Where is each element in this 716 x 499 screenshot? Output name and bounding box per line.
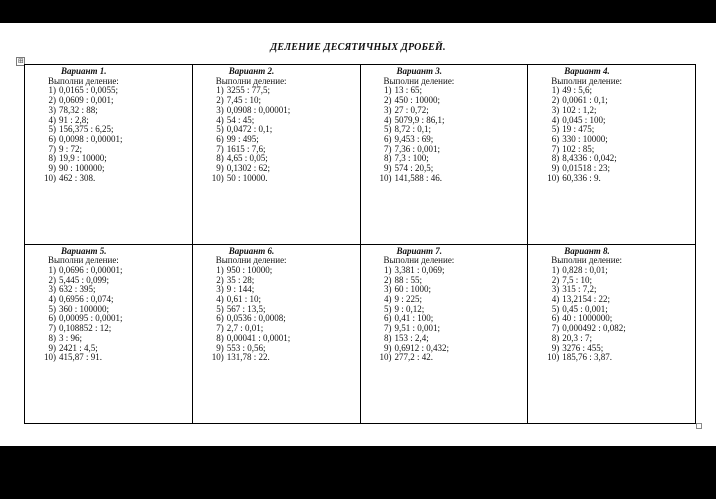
exercise-expression: 567 : 13,5; — [226, 303, 266, 314]
exercise-number: 6) — [384, 133, 392, 144]
exercise-number: 2) — [551, 95, 560, 106]
exercise-number: 6) — [216, 133, 224, 144]
variant-cell-5 — [25, 244, 193, 424]
exercise-number: 2) — [216, 274, 224, 285]
exercise-expression: 950 : 10000; — [226, 264, 273, 275]
exercise-expression: 54 : 45; — [226, 114, 255, 125]
exercise-expression: 0,01518 : 23; — [562, 163, 611, 174]
exercise-expression: 360 : 100000; — [59, 303, 110, 314]
variant-cell-7 — [360, 244, 528, 424]
variant-content — [193, 245, 360, 363]
exercise-expression: 7,5 : 10; — [562, 274, 593, 285]
variant-cell-3 — [360, 65, 528, 245]
exercise-expression: 60,336 : 9. — [562, 172, 601, 183]
variant-title: Вариант 4. — [564, 66, 610, 76]
variants-table — [24, 64, 696, 424]
exercise-expression: 0,828 : 0,01; — [562, 264, 608, 275]
exercise-expression: 0,00041 : 0,0001; — [226, 332, 291, 343]
exercise-number: 7) — [48, 143, 56, 154]
exercise-number: 10) — [44, 352, 56, 363]
exercise-number: 2) — [48, 95, 56, 106]
exercise-expression: 153 : 2,4; — [394, 332, 429, 343]
variant-cell-6 — [192, 244, 360, 424]
exercise-expression: 0,0472 : 0,1; — [226, 124, 273, 135]
exercise-expression: 5,445 : 0,099; — [59, 274, 110, 285]
exercise-number: 2) — [216, 95, 224, 106]
exercise-expression: 13,2154 : 22; — [562, 294, 611, 305]
exercise-number: 9) — [384, 163, 392, 174]
exercise-number: 5) — [551, 303, 560, 314]
variant-title: Вариант 2. — [228, 66, 275, 76]
exercise-number: 10) — [211, 352, 224, 363]
exercise-expression: 632 : 395; — [59, 284, 96, 295]
exercise-expression: 4,65 : 0,05; — [226, 153, 268, 164]
exercise-number: 5) — [384, 303, 392, 314]
exercise-expression: 2,7 : 0,01; — [226, 323, 264, 334]
exercise-expression: 3 : 96; — [59, 332, 83, 343]
exercise-number: 9) — [216, 342, 224, 353]
exercise-item — [544, 353, 695, 363]
exercise-expression: 7,36 : 0,001; — [394, 143, 441, 154]
exercise-expression: 102 : 85; — [562, 143, 595, 154]
exercise-expression: 0,0908 : 0,00001; — [226, 104, 291, 115]
table-move-handle-icon[interactable]: ⊞ — [17, 57, 24, 65]
exercise-item — [209, 353, 360, 363]
variant-cell-8 — [528, 244, 696, 424]
exercise-number: 7) — [48, 323, 56, 334]
exercise-expression: 0,0609 : 0,001; — [59, 95, 114, 106]
exercise-list — [209, 86, 360, 183]
exercise-expression: 330 : 10000; — [562, 133, 608, 144]
exercise-number: 8) — [216, 153, 224, 164]
variant-cell-4 — [528, 65, 696, 245]
exercise-number: 6) — [48, 313, 56, 324]
exercise-expression: 0,0061 : 0,1; — [562, 95, 608, 106]
exercise-number: 5) — [48, 124, 56, 135]
variant-content — [528, 65, 695, 183]
exercise-number: 6) — [551, 313, 560, 324]
exercise-list — [544, 86, 695, 183]
variant-content — [361, 65, 528, 183]
variant-instruction: Выполни деление: — [48, 75, 119, 86]
variant-content — [25, 245, 192, 363]
exercise-expression: 91 : 2,8; — [59, 114, 89, 125]
exercise-list — [377, 266, 528, 363]
top-black-bar — [0, 0, 716, 23]
exercise-number: 7) — [384, 323, 392, 334]
exercise-expression: 35 : 28; — [226, 274, 255, 285]
exercise-list — [41, 266, 192, 363]
document-title: ДЕЛЕНИЕ ДЕСЯТИЧНЫХ ДРОБЕЙ. — [270, 42, 446, 53]
exercise-number: 6) — [551, 133, 560, 144]
exercise-expression: 99 : 495; — [226, 133, 259, 144]
exercise-expression: 9,453 : 69; — [394, 133, 434, 144]
variant-title: Вариант 3. — [396, 66, 443, 76]
exercise-number: 6) — [216, 313, 224, 324]
variant-instruction: Выполни деление: — [383, 75, 455, 86]
table-row — [25, 65, 696, 245]
exercise-expression: 0,1302 : 62; — [226, 163, 271, 174]
exercise-expression: 102 : 1,2; — [562, 104, 597, 115]
exercise-number: 4) — [551, 114, 560, 125]
exercise-list — [41, 86, 192, 183]
exercise-number: 1) — [48, 264, 56, 275]
exercise-number: 10) — [44, 172, 56, 183]
exercise-expression: 3255 : 77,5; — [226, 85, 271, 96]
exercise-number: 9) — [384, 342, 392, 353]
variant-title: Вариант 6. — [228, 245, 275, 256]
exercise-list — [544, 266, 695, 363]
variant-instruction: Выполни деление: — [551, 75, 623, 86]
exercise-expression: 0,61 : 10; — [226, 294, 262, 305]
exercise-number: 8) — [48, 332, 56, 343]
exercise-item — [544, 174, 695, 184]
variant-content — [528, 245, 695, 363]
variant-content — [25, 65, 192, 183]
exercise-expression: 9 : 225; — [394, 294, 423, 305]
exercise-expression: 5079,9 : 86,1; — [394, 114, 445, 125]
exercise-expression: 13 : 65; — [394, 85, 423, 96]
exercise-number: 8) — [384, 332, 392, 343]
exercise-number: 1) — [551, 264, 560, 275]
exercise-expression: 131,78 : 22. — [226, 352, 270, 363]
exercise-expression: 415,87 : 91. — [59, 352, 103, 363]
exercise-number: 4) — [48, 294, 56, 305]
exercise-number: 5) — [216, 303, 224, 314]
exercise-number: 8) — [551, 153, 560, 164]
exercise-number: 10) — [379, 352, 392, 363]
exercise-expression: 50 : 10000. — [226, 172, 268, 183]
variant-instruction: Выполни деление: — [48, 255, 119, 266]
variant-title: Вариант 1. — [61, 66, 107, 76]
exercise-number: 7) — [216, 143, 224, 154]
exercise-expression: 19,9 : 10000; — [59, 153, 107, 164]
exercise-expression: 88 : 55; — [394, 274, 423, 285]
exercise-number: 2) — [551, 274, 560, 285]
exercise-number: 5) — [551, 124, 560, 135]
exercise-expression: 9 : 72; — [59, 143, 83, 154]
variant-cell-1 — [25, 65, 193, 245]
exercise-item — [377, 353, 528, 363]
exercise-expression: 0,41 : 100; — [394, 313, 434, 324]
variant-cell-2 — [192, 65, 360, 245]
exercise-number: 1) — [384, 264, 392, 275]
exercise-number: 10) — [547, 352, 560, 363]
exercise-number: 10) — [211, 172, 224, 183]
exercise-number: 3) — [48, 284, 56, 295]
exercise-expression: 8,4336 : 0,042; — [562, 153, 617, 164]
variant-title: Вариант 7. — [396, 245, 443, 256]
variant-content — [361, 245, 528, 363]
variant-title: Вариант 5. — [61, 245, 107, 256]
exercise-expression: 0,6912 : 0,432; — [394, 342, 450, 353]
exercise-number: 8) — [551, 332, 560, 343]
exercise-expression: 315 : 7,2; — [562, 284, 597, 295]
exercise-expression: 0,0696 : 0,00001; — [59, 264, 123, 275]
exercise-expression: 462 : 308. — [59, 172, 96, 183]
exercise-number: 2) — [384, 95, 392, 106]
variant-content — [193, 65, 360, 183]
exercise-list — [377, 86, 528, 183]
exercise-expression: 2421 : 4,5; — [59, 342, 98, 353]
exercise-expression: 8,72 : 0,1; — [394, 124, 432, 135]
exercise-item — [41, 174, 192, 184]
exercise-number: 2) — [384, 274, 392, 285]
exercise-expression: 141,588 : 46. — [394, 172, 443, 183]
exercise-number: 2) — [48, 274, 56, 285]
exercise-number: 3) — [48, 104, 56, 115]
exercise-expression: 20,3 : 7; — [562, 332, 593, 343]
exercise-item — [209, 174, 360, 184]
variant-instruction: Выполни деление: — [215, 255, 287, 266]
exercise-expression: 0,0098 : 0,00001; — [59, 133, 123, 144]
exercise-number: 1) — [216, 264, 224, 275]
exercise-number: 7) — [551, 143, 560, 154]
exercise-number: 1) — [384, 85, 392, 96]
exercise-number: 3) — [551, 284, 560, 295]
exercise-number: 4) — [216, 114, 224, 125]
exercise-list — [209, 266, 360, 363]
exercise-number: 10) — [547, 172, 560, 183]
exercise-expression: 553 : 0,56; — [226, 342, 266, 353]
exercise-expression: 9,51 : 0,001; — [394, 323, 441, 334]
exercise-expression: 0,45 : 0,001; — [562, 303, 608, 314]
bottom-black-bar — [0, 446, 716, 499]
exercise-number: 9) — [48, 163, 56, 174]
variant-title: Вариант 8. — [564, 245, 610, 256]
document-page — [0, 23, 716, 446]
variant-instruction: Выполни деление: — [383, 255, 455, 266]
exercise-item — [41, 353, 192, 363]
exercise-expression: 574 : 20,5; — [394, 163, 434, 174]
variant-instruction: Выполни деление: — [551, 255, 623, 266]
exercise-expression: 0,108852 : 12; — [59, 323, 112, 334]
exercise-number: 6) — [48, 133, 56, 144]
exercise-number: 6) — [384, 313, 392, 324]
exercise-number: 9) — [48, 342, 56, 353]
exercise-number: 3) — [551, 104, 560, 115]
exercise-number: 7) — [216, 323, 224, 334]
exercise-number: 9) — [551, 163, 560, 174]
exercise-number: 9) — [216, 163, 224, 174]
exercise-number: 4) — [48, 114, 56, 125]
exercise-expression: 0,000492 : 0,082; — [562, 323, 626, 334]
exercise-number: 7) — [551, 323, 560, 334]
exercise-number: 5) — [48, 303, 56, 314]
exercise-expression: 49 : 5,6; — [562, 85, 593, 96]
exercise-expression: 90 : 100000; — [59, 163, 105, 174]
table-resize-handle[interactable] — [696, 423, 702, 429]
exercise-expression: 156,375 : 6,25; — [59, 124, 114, 135]
exercise-number: 10) — [379, 172, 392, 183]
exercise-expression: 3,381 : 0,069; — [394, 264, 445, 275]
exercise-expression: 450 : 10000; — [394, 95, 441, 106]
exercise-expression: 7,45 : 10; — [226, 95, 262, 106]
variant-instruction: Выполни деление: — [215, 75, 287, 86]
exercise-expression: 9 : 0,12; — [394, 303, 425, 314]
exercise-expression: 60 : 1000; — [394, 284, 432, 295]
exercise-number: 4) — [384, 114, 392, 125]
exercise-expression: 0,00095 : 0,0001; — [59, 313, 123, 324]
exercise-expression: 40 : 1000000; — [562, 313, 613, 324]
exercise-number: 5) — [384, 124, 392, 135]
exercise-number: 3) — [216, 104, 224, 115]
exercise-expression: 78,32 : 88; — [59, 104, 98, 115]
exercise-number: 4) — [551, 294, 560, 305]
exercise-expression: 3276 : 455; — [562, 342, 604, 353]
exercise-expression: 0,0165 : 0,0055; — [59, 85, 119, 96]
exercise-number: 1) — [48, 85, 56, 96]
exercise-item — [377, 174, 528, 184]
exercise-number: 9) — [551, 342, 560, 353]
exercise-number: 3) — [384, 104, 392, 115]
exercise-number: 8) — [216, 332, 224, 343]
exercise-expression: 185,76 : 3,87. — [562, 352, 613, 363]
exercise-number: 4) — [384, 294, 392, 305]
exercise-expression: 7,3 : 100; — [394, 153, 429, 164]
exercise-expression: 0,045 : 100; — [562, 114, 606, 125]
exercise-number: 8) — [384, 153, 392, 164]
exercise-number: 4) — [216, 294, 224, 305]
table-row — [25, 244, 696, 424]
exercise-expression: 27 : 0,72; — [394, 104, 429, 115]
exercise-number: 3) — [216, 284, 224, 295]
exercise-expression: 0,0536 : 0,0008; — [226, 313, 286, 324]
exercise-expression: 19 : 475; — [562, 124, 595, 135]
exercise-expression: 1615 : 7,6; — [226, 143, 266, 154]
exercise-expression: 9 : 144; — [226, 284, 255, 295]
exercise-number: 8) — [48, 153, 56, 164]
exercise-expression: 0,6956 : 0,074; — [59, 294, 114, 305]
exercise-number: 1) — [551, 85, 560, 96]
exercise-number: 5) — [216, 124, 224, 135]
exercise-number: 3) — [384, 284, 392, 295]
exercise-number: 7) — [384, 143, 392, 154]
exercise-number: 1) — [216, 85, 224, 96]
exercise-expression: 277,2 : 42. — [394, 352, 434, 363]
